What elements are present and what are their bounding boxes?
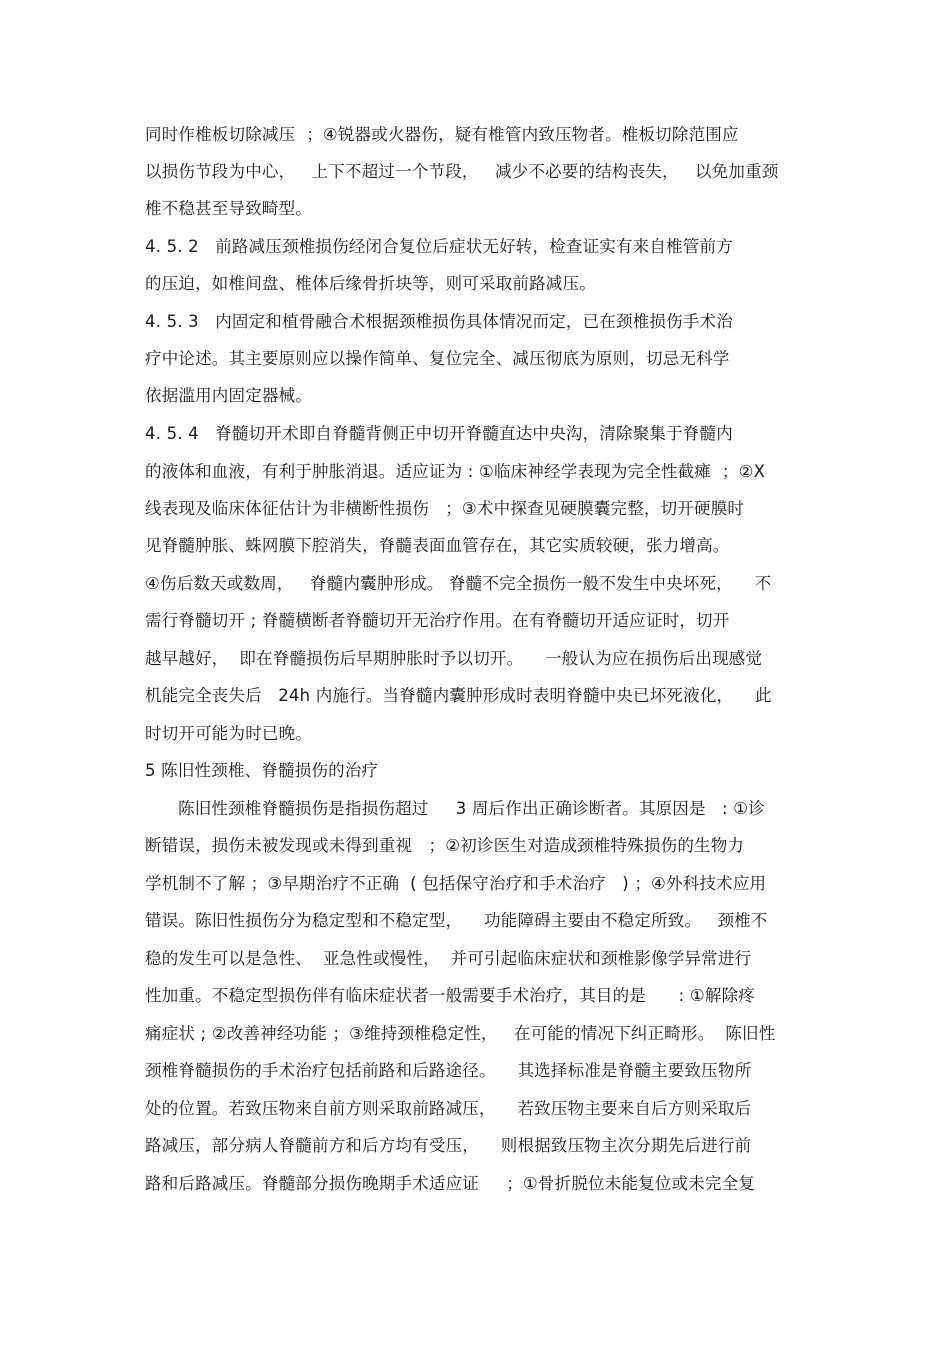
- text-line: 性加重。不稳定型损伤伴有临床症状者一般需要手术治疗，其目的是 : ①解除疼: [145, 986, 755, 1005]
- text-line: 错误。陈旧性损伤分为稳定型和不稳定型， 功能障碍主要由不稳定所致。 颈椎不: [145, 911, 768, 930]
- section-heading-5: 5 陈旧性颈椎、脊髓损伤的治疗: [145, 761, 379, 780]
- section-heading-4-5-4: 4. 5. 4 脊髓切开术即自脊髓背侧正中切开脊髓直达中央沟，清除聚集于脊髓内: [145, 424, 733, 443]
- section-heading-4-5-3: 4. 5. 3 内固定和植骨融合术根据颈椎损伤具体情况而定，已在颈椎损伤手术治: [145, 312, 733, 331]
- text-line: 稳的发生可以是急性、 亚急性或慢性， 并可引起临床症状和颈椎影像学异常进行: [145, 949, 752, 968]
- text-line: 学机制不了解 ；③早期治疗不正确 ( 包括保守治疗和手术治疗 ) ；④外科技术应用: [145, 874, 767, 893]
- text-line: 见脊髓肿胀、蛛网膜下腔消失，脊髓表面血管存在，其它实质较硬，张力增高。: [145, 536, 730, 555]
- section-heading-4-5-2: 4. 5. 2 前路减压颈椎损伤经闭合复位后症状无好转，检查证实有来自椎管前方: [145, 237, 733, 256]
- text-line: 越早越好， 即在脊髓损伤后早期肿胀时予以切开。 一般认为应在损伤后出现感觉: [145, 649, 763, 668]
- text-line: 路和后路减压。脊髓部分损伤晚期手术适应证 ；①骨折脱位未能复位或未完全复: [145, 1174, 756, 1193]
- text-line: 依据滥用内固定器械。: [145, 386, 312, 405]
- text-line: 需行脊髓切开 ; 脊髓横断者脊髓切开无治疗作用。在有脊髓切开适应证时，切开: [145, 611, 730, 630]
- text-line: 的压迫，如椎间盘、椎体后缘骨折块等，则可采取前路减压。: [145, 274, 596, 293]
- text-line: 痛症状 ; ②改善神经功能 ；③维持颈椎稳定性， 在可能的情况下纠正畸形。 陈旧性: [145, 1024, 776, 1043]
- text-line: 处的位置。若致压物来自前方则采取前路减压， 若致压物主要来自后方则采取后: [145, 1099, 752, 1118]
- text-line: 椎不稳甚至导致畸型。: [145, 199, 312, 218]
- text-line: 机能完全丧失后 24h 内施行。当脊髓内囊肿形成时表明脊髓中央已坏死液化， 此: [145, 686, 772, 705]
- text-line: 疗中论述。其主要原则应以操作简单、复位完全、减压彻底为原则，切忌无科学: [145, 349, 730, 368]
- text-line: 路减压，部分病人脊髓前方和后方均有受压， 则根据致压物主次分期先后进行前: [145, 1136, 752, 1155]
- text-line: 的液体和血液，有利于肿胀消退。适应证为 : ①临床神经学表现为完全性截瘫 ；②X: [145, 462, 766, 481]
- text-line: ④伤后数天或数周， 脊髓内囊肿形成。 脊髓不完全损伤一般不发生中央坏死， 不: [145, 574, 772, 593]
- text-line: 线表现及临床体征估计为非横断性损伤 ；③术中探查见硬膜囊完整，切开硬膜时: [145, 499, 745, 518]
- text-line: 断错误，损伤未被发现或未得到重视 ；②初诊医生对造成颈椎特殊损伤的生物力: [145, 836, 745, 855]
- text-line: 以损伤节段为中心， 上下不超过一个节段， 减少不必要的结构丧失， 以免加重颈: [145, 162, 779, 181]
- paragraph-first-line: 陈旧性颈椎脊髓损伤是指损伤超过 3 周后作出正确诊断者。其原因是 : ①诊: [178, 799, 765, 818]
- text-line: 时切开可能为时已晚。: [145, 724, 312, 743]
- text-line: 颈椎脊髓损伤的手术治疗包括前路和后路途径。 其选择标准是脊髓主要致压物所: [145, 1061, 752, 1080]
- text-line: 同时作椎板切除减压 ；④锐器或火器伤，疑有椎管内致压物者。椎板切除范围应: [145, 125, 739, 144]
